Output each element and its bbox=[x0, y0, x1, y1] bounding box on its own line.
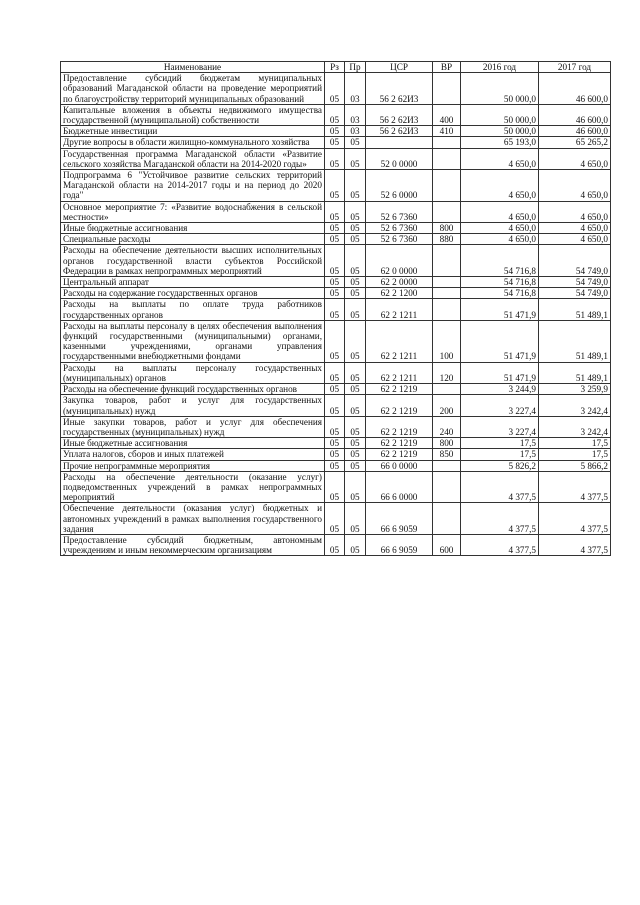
table-row bbox=[61, 320, 611, 362]
table-header-row bbox=[61, 62, 611, 73]
header-rz: Рз bbox=[325, 62, 345, 73]
cell-name: Предоставление субсидий бюджетным, автономным учреждениям и иным некоммерческим организациям bbox=[61, 534, 325, 555]
cell-vr bbox=[433, 288, 461, 299]
cell-2017: 5 866,2 bbox=[539, 460, 611, 471]
cell-pr: 05 bbox=[345, 245, 366, 277]
cell-2016: 4 377,5 bbox=[461, 503, 539, 535]
cell-vr bbox=[433, 299, 461, 320]
cell-vr bbox=[433, 503, 461, 535]
cell-name: Расходы на содержание государственных органов bbox=[61, 288, 325, 299]
cell-pr: 05 bbox=[345, 201, 366, 222]
cell-name: Расходы на выплаты по оплате труда работников государственных органов bbox=[61, 299, 325, 320]
cell-vr: 880 bbox=[433, 234, 461, 245]
cell-rz: 05 bbox=[325, 288, 345, 299]
cell-csr: 52 0 0000 bbox=[366, 148, 433, 169]
cell-2017: 4 650,0 bbox=[539, 223, 611, 234]
cell-name: Подпрограмма 6 "Устойчивое развитие сельских территорий Магаданской области на 2014-2017 годы и на период до 2020 года" bbox=[61, 170, 325, 202]
cell-2016: 51 471,9 bbox=[461, 362, 539, 383]
cell-pr: 05 bbox=[345, 534, 366, 555]
cell-2016: 4 650,0 bbox=[461, 170, 539, 202]
cell-csr: 56 2 62И3 bbox=[366, 104, 433, 125]
cell-pr: 05 bbox=[345, 223, 366, 234]
table-row bbox=[61, 503, 611, 535]
table-body bbox=[61, 73, 611, 556]
cell-vr bbox=[433, 201, 461, 222]
table-row bbox=[61, 137, 611, 148]
cell-2017: 46 600,0 bbox=[539, 73, 611, 105]
cell-pr: 05 bbox=[345, 148, 366, 169]
cell-pr: 05 bbox=[345, 320, 366, 362]
cell-name: Основное мероприятие 7: «Развитие водоснабжения в сельской местности» bbox=[61, 201, 325, 222]
cell-rz: 05 bbox=[325, 503, 345, 535]
cell-2017: 46 600,0 bbox=[539, 126, 611, 137]
cell-csr: 52 6 0000 bbox=[366, 170, 433, 202]
cell-2017: 4 377,5 bbox=[539, 503, 611, 535]
cell-2017: 17,5 bbox=[539, 438, 611, 449]
cell-vr bbox=[433, 471, 461, 503]
cell-csr: 66 6 9059 bbox=[366, 503, 433, 535]
header-2016: 2016 год bbox=[461, 62, 539, 73]
cell-2016: 4 650,0 bbox=[461, 234, 539, 245]
cell-pr: 05 bbox=[345, 460, 366, 471]
cell-2017: 4 650,0 bbox=[539, 201, 611, 222]
cell-vr bbox=[433, 137, 461, 148]
cell-rz: 05 bbox=[325, 384, 345, 395]
cell-csr: 62 2 1219 bbox=[366, 416, 433, 437]
table-row bbox=[61, 148, 611, 169]
cell-2017: 4 650,0 bbox=[539, 148, 611, 169]
cell-vr: 120 bbox=[433, 362, 461, 383]
cell-pr: 05 bbox=[345, 416, 366, 437]
cell-pr: 05 bbox=[345, 384, 366, 395]
table-row bbox=[61, 395, 611, 416]
cell-pr: 05 bbox=[345, 438, 366, 449]
cell-2017: 4 377,5 bbox=[539, 471, 611, 503]
cell-rz: 05 bbox=[325, 148, 345, 169]
cell-name: Обеспечение деятельности (оказания услуг) бюджетных и автономных учреждений в рамках выполнения государственного задания bbox=[61, 503, 325, 535]
cell-2017: 51 489,1 bbox=[539, 299, 611, 320]
cell-name: Государственная программа Магаданской области «Развитие сельского хозяйства Магаданской области на 2014-2020 годы» bbox=[61, 148, 325, 169]
cell-pr: 05 bbox=[345, 362, 366, 383]
cell-rz: 05 bbox=[325, 471, 345, 503]
table-row bbox=[61, 104, 611, 125]
cell-pr: 05 bbox=[345, 503, 366, 535]
header-vr: ВР bbox=[433, 62, 461, 73]
cell-2016: 54 716,8 bbox=[461, 277, 539, 288]
cell-csr: 62 2 0000 bbox=[366, 277, 433, 288]
table-row bbox=[61, 245, 611, 277]
table-row bbox=[61, 460, 611, 471]
cell-pr: 05 bbox=[345, 395, 366, 416]
cell-vr bbox=[433, 245, 461, 277]
cell-vr: 850 bbox=[433, 449, 461, 460]
cell-csr: 62 2 1219 bbox=[366, 395, 433, 416]
cell-pr: 03 bbox=[345, 126, 366, 137]
cell-rz: 05 bbox=[325, 201, 345, 222]
cell-2017: 51 489,1 bbox=[539, 362, 611, 383]
cell-2016: 54 716,8 bbox=[461, 245, 539, 277]
header-csr: ЦСР bbox=[366, 62, 433, 73]
cell-name: Расходы на выплаты персоналу в целях обеспечения выполнения функций государственными (муниципальными) органами, казенными учреждениями, органами управления государственными внебюджетными фондами bbox=[61, 320, 325, 362]
cell-pr: 05 bbox=[345, 449, 366, 460]
budget-table bbox=[60, 61, 611, 556]
cell-csr: 62 2 1200 bbox=[366, 288, 433, 299]
cell-name: Расходы на обеспечение деятельности (оказание услуг) подведомственных учреждений в рамках непрограммных мероприятий bbox=[61, 471, 325, 503]
table-row bbox=[61, 223, 611, 234]
cell-2016: 17,5 bbox=[461, 438, 539, 449]
cell-vr bbox=[433, 148, 461, 169]
cell-2016: 65 193,0 bbox=[461, 137, 539, 148]
cell-csr bbox=[366, 137, 433, 148]
table-row bbox=[61, 384, 611, 395]
cell-2016: 4 377,5 bbox=[461, 471, 539, 503]
cell-name: Иные бюджетные ассигнования bbox=[61, 438, 325, 449]
cell-csr: 62 2 1219 bbox=[366, 384, 433, 395]
table-row bbox=[61, 277, 611, 288]
cell-name: Иные бюджетные ассигнования bbox=[61, 223, 325, 234]
cell-2017: 54 749,0 bbox=[539, 245, 611, 277]
cell-rz: 05 bbox=[325, 277, 345, 288]
cell-2016: 50 000,0 bbox=[461, 104, 539, 125]
cell-rz: 05 bbox=[325, 395, 345, 416]
cell-2016: 3 244,9 bbox=[461, 384, 539, 395]
cell-vr: 800 bbox=[433, 438, 461, 449]
cell-csr: 62 2 1211 bbox=[366, 320, 433, 362]
cell-2017: 17,5 bbox=[539, 449, 611, 460]
cell-name: Другие вопросы в области жилищно-коммунального хозяйства bbox=[61, 137, 325, 148]
cell-csr: 62 2 1211 bbox=[366, 299, 433, 320]
cell-csr: 62 2 1219 bbox=[366, 438, 433, 449]
cell-rz: 05 bbox=[325, 73, 345, 105]
header-name: Наименование bbox=[61, 62, 325, 73]
cell-rz: 05 bbox=[325, 362, 345, 383]
cell-pr: 03 bbox=[345, 73, 366, 105]
cell-rz: 05 bbox=[325, 137, 345, 148]
cell-name: Закупка товаров, работ и услуг для государственных (муниципальных) нужд bbox=[61, 395, 325, 416]
cell-rz: 05 bbox=[325, 320, 345, 362]
cell-pr: 05 bbox=[345, 471, 366, 503]
cell-2017: 3 242,4 bbox=[539, 395, 611, 416]
cell-vr: 200 bbox=[433, 395, 461, 416]
cell-2016: 4 650,0 bbox=[461, 148, 539, 169]
cell-name: Капитальные вложения в объекты недвижимого имущества государственной (муниципальной) собственности bbox=[61, 104, 325, 125]
cell-vr: 400 bbox=[433, 104, 461, 125]
cell-pr: 05 bbox=[345, 234, 366, 245]
cell-vr: 240 bbox=[433, 416, 461, 437]
cell-name: Специальные расходы bbox=[61, 234, 325, 245]
cell-rz: 05 bbox=[325, 223, 345, 234]
table-row bbox=[61, 438, 611, 449]
cell-name: Центральный аппарат bbox=[61, 277, 325, 288]
cell-rz: 05 bbox=[325, 104, 345, 125]
cell-rz: 05 bbox=[325, 234, 345, 245]
cell-rz: 05 bbox=[325, 449, 345, 460]
table-row bbox=[61, 234, 611, 245]
cell-2017: 4 650,0 bbox=[539, 170, 611, 202]
table-row bbox=[61, 288, 611, 299]
cell-2016: 51 471,9 bbox=[461, 299, 539, 320]
table-row bbox=[61, 73, 611, 105]
cell-vr bbox=[433, 460, 461, 471]
cell-rz: 05 bbox=[325, 460, 345, 471]
cell-pr: 05 bbox=[345, 170, 366, 202]
cell-csr: 62 2 1211 bbox=[366, 362, 433, 383]
cell-rz: 05 bbox=[325, 299, 345, 320]
cell-vr bbox=[433, 170, 461, 202]
cell-2017: 3 242,4 bbox=[539, 416, 611, 437]
header-pr: Пр bbox=[345, 62, 366, 73]
cell-csr: 62 0 0000 bbox=[366, 245, 433, 277]
cell-pr: 05 bbox=[345, 277, 366, 288]
cell-csr: 56 2 62И3 bbox=[366, 73, 433, 105]
cell-csr: 66 6 9059 bbox=[366, 534, 433, 555]
cell-2016: 4 650,0 bbox=[461, 201, 539, 222]
cell-rz: 05 bbox=[325, 126, 345, 137]
cell-name: Расходы на обеспечение функций государственных органов bbox=[61, 384, 325, 395]
table-row bbox=[61, 362, 611, 383]
cell-vr: 410 bbox=[433, 126, 461, 137]
table-row bbox=[61, 416, 611, 437]
cell-vr bbox=[433, 73, 461, 105]
table-row bbox=[61, 299, 611, 320]
cell-rz: 05 bbox=[325, 170, 345, 202]
cell-csr: 52 6 7360 bbox=[366, 234, 433, 245]
cell-2017: 4 377,5 bbox=[539, 534, 611, 555]
cell-2016: 4 377,5 bbox=[461, 534, 539, 555]
cell-2016: 51 471,9 bbox=[461, 320, 539, 362]
table-row bbox=[61, 534, 611, 555]
cell-2016: 4 650,0 bbox=[461, 223, 539, 234]
cell-name: Расходы на выплаты персоналу государственных (муниципальных) органов bbox=[61, 362, 325, 383]
table-row bbox=[61, 126, 611, 137]
cell-2016: 50 000,0 bbox=[461, 73, 539, 105]
cell-2016: 17,5 bbox=[461, 449, 539, 460]
table-row bbox=[61, 449, 611, 460]
cell-2016: 54 716,8 bbox=[461, 288, 539, 299]
cell-name: Предоставление субсидий бюджетам муниципальных образований Магаданской области на проведение мероприятий по благоустройству территорий муниципальных образований bbox=[61, 73, 325, 105]
cell-2017: 54 749,0 bbox=[539, 288, 611, 299]
cell-name: Иные закупки товаров, работ и услуг для обеспечения государственных (муниципальных) нужд bbox=[61, 416, 325, 437]
cell-rz: 05 bbox=[325, 438, 345, 449]
cell-pr: 05 bbox=[345, 137, 366, 148]
cell-2016: 3 227,4 bbox=[461, 395, 539, 416]
cell-2017: 51 489,1 bbox=[539, 320, 611, 362]
cell-pr: 05 bbox=[345, 299, 366, 320]
cell-vr bbox=[433, 277, 461, 288]
cell-name: Бюджетные инвестиции bbox=[61, 126, 325, 137]
cell-csr: 66 0 0000 bbox=[366, 460, 433, 471]
cell-2017: 4 650,0 bbox=[539, 234, 611, 245]
cell-2016: 3 227,4 bbox=[461, 416, 539, 437]
table-row bbox=[61, 471, 611, 503]
cell-2017: 3 259,9 bbox=[539, 384, 611, 395]
cell-2017: 65 265,2 bbox=[539, 137, 611, 148]
cell-csr: 56 2 62И3 bbox=[366, 126, 433, 137]
cell-rz: 05 bbox=[325, 534, 345, 555]
cell-vr bbox=[433, 384, 461, 395]
cell-rz: 05 bbox=[325, 416, 345, 437]
cell-name: Расходы на обеспечение деятельности высших исполнительных органов государственной власти субъектов Российской Федерации в рамках непрограммных мероприятий bbox=[61, 245, 325, 277]
cell-2017: 54 749,0 bbox=[539, 277, 611, 288]
cell-csr: 52 6 7360 bbox=[366, 223, 433, 234]
cell-pr: 03 bbox=[345, 104, 366, 125]
cell-csr: 62 2 1219 bbox=[366, 449, 433, 460]
cell-name: Уплата налогов, сборов и иных платежей bbox=[61, 449, 325, 460]
cell-vr: 800 bbox=[433, 223, 461, 234]
table-row bbox=[61, 170, 611, 202]
cell-name: Прочие непрограммные мероприятия bbox=[61, 460, 325, 471]
cell-pr: 05 bbox=[345, 288, 366, 299]
cell-csr: 66 6 0000 bbox=[366, 471, 433, 503]
cell-2017: 46 600,0 bbox=[539, 104, 611, 125]
cell-2016: 50 000,0 bbox=[461, 126, 539, 137]
cell-csr: 52 6 7360 bbox=[366, 201, 433, 222]
header-2017: 2017 год bbox=[539, 62, 611, 73]
cell-2016: 5 826,2 bbox=[461, 460, 539, 471]
cell-vr: 600 bbox=[433, 534, 461, 555]
table-row bbox=[61, 201, 611, 222]
cell-vr: 100 bbox=[433, 320, 461, 362]
cell-rz: 05 bbox=[325, 245, 345, 277]
